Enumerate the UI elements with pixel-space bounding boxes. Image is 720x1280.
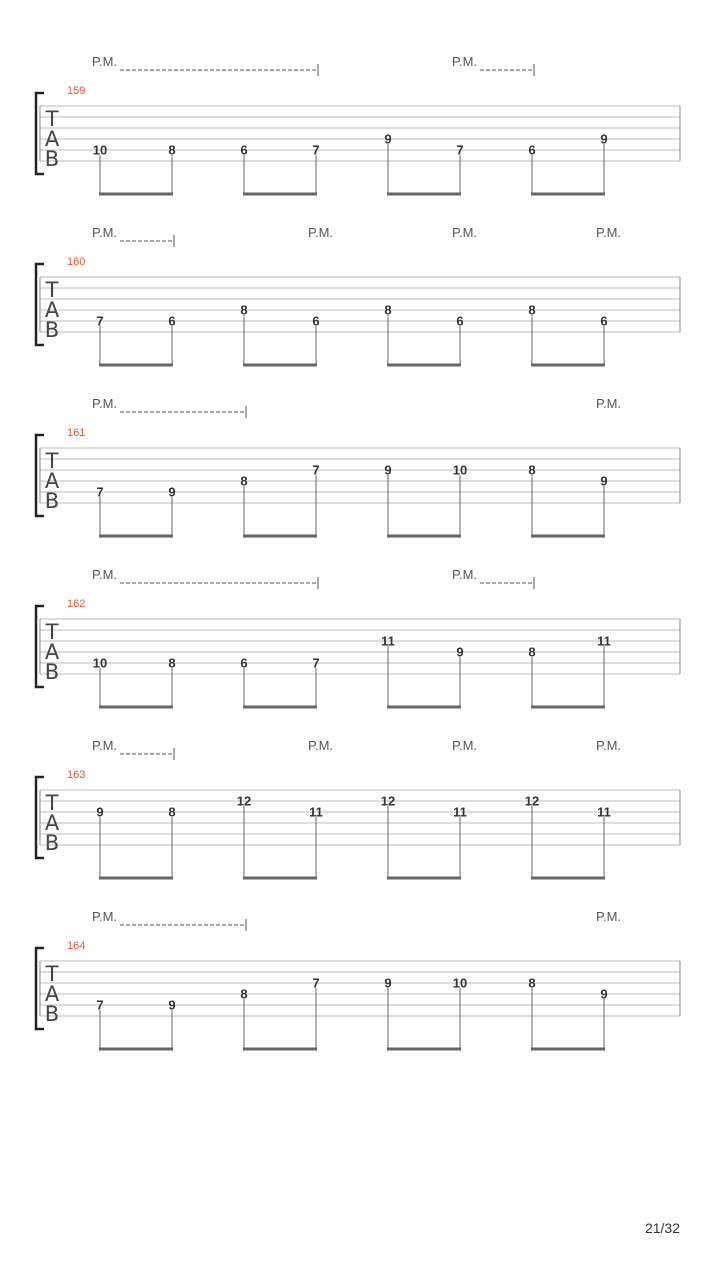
palm-mute-label: P.M. — [92, 567, 118, 582]
tab-letter-a: A — [44, 127, 60, 151]
palm-mute-label: P.M. — [452, 54, 478, 69]
palm-mute-label: P.M. — [452, 567, 478, 582]
fret-number: 6 — [240, 142, 248, 158]
fret-number: 8 — [240, 302, 248, 318]
fret-number: 8 — [168, 804, 176, 820]
tab-letter-b: B — [44, 831, 60, 855]
fret-number: 9 — [600, 473, 608, 489]
fret-number: 12 — [236, 793, 252, 809]
page-number: 21/32 — [644, 1220, 680, 1236]
fret-number: 7 — [96, 313, 104, 329]
tab-letter-a: A — [44, 982, 60, 1006]
fret-number: 8 — [240, 473, 248, 489]
tab-letter-a: A — [44, 640, 60, 664]
palm-mute-label: P.M. — [596, 909, 622, 924]
fret-number: 6 — [600, 313, 608, 329]
fret-number: 11 — [381, 633, 395, 649]
fret-number: 7 — [96, 997, 104, 1013]
tab-letter-t: T — [45, 962, 59, 986]
fret-number: 8 — [528, 644, 536, 660]
fret-number: 8 — [528, 462, 536, 478]
staff-system-163 — [36, 738, 680, 878]
fret-number: 9 — [384, 975, 392, 991]
tab-letter-t: T — [45, 449, 59, 473]
measure-number: 160 — [67, 256, 86, 268]
fret-number: 9 — [168, 484, 176, 500]
tab-letter-b: B — [44, 147, 60, 171]
fret-number: 10 — [92, 655, 108, 671]
palm-mute-label: P.M. — [596, 225, 622, 240]
fret-number: 10 — [452, 975, 468, 991]
tab-letter-t: T — [45, 620, 59, 644]
measure-number: 162 — [67, 598, 86, 610]
fret-number: 6 — [240, 655, 248, 671]
fret-number: 8 — [384, 302, 392, 318]
fret-number: 11 — [597, 633, 611, 649]
fret-number: 7 — [312, 975, 320, 991]
fret-number: 9 — [600, 986, 608, 1002]
tab-letter-t: T — [45, 791, 59, 815]
tab-letter-a: A — [44, 298, 60, 322]
fret-number: 8 — [168, 655, 176, 671]
fret-number: 10 — [452, 462, 468, 478]
staff-system-161 — [36, 396, 680, 536]
fret-number: 10 — [92, 142, 108, 158]
fret-number: 11 — [453, 804, 467, 820]
palm-mute-label: P.M. — [308, 738, 334, 753]
tab-letter-a: A — [44, 469, 60, 493]
palm-mute-label: P.M. — [596, 738, 622, 753]
measure-number: 164 — [67, 940, 86, 952]
fret-number: 12 — [380, 793, 396, 809]
fret-number: 8 — [528, 975, 536, 991]
palm-mute-label: P.M. — [452, 738, 478, 753]
fret-number: 6 — [528, 142, 536, 158]
tab-letter-b: B — [44, 489, 60, 513]
tab-letter-t: T — [45, 278, 59, 302]
fret-number: 9 — [168, 997, 176, 1013]
fret-number: 12 — [524, 793, 540, 809]
tab-letter-a: A — [44, 811, 60, 835]
fret-number: 9 — [456, 644, 464, 660]
palm-mute-label: P.M. — [452, 225, 478, 240]
staff-system-164 — [36, 909, 680, 1049]
fret-number: 7 — [312, 462, 320, 478]
measure-number: 163 — [67, 769, 86, 781]
staff-system-160 — [36, 225, 680, 365]
tab-letter-b: B — [44, 1002, 60, 1026]
fret-number: 7 — [312, 142, 320, 158]
palm-mute-label: P.M. — [596, 396, 622, 411]
palm-mute-label: P.M. — [92, 225, 118, 240]
tab-letter-t: T — [45, 107, 59, 131]
fret-number: 11 — [309, 804, 323, 820]
fret-number: 9 — [384, 462, 392, 478]
measure-number: 159 — [67, 85, 86, 97]
palm-mute-label: P.M. — [92, 54, 118, 69]
fret-number: 11 — [597, 804, 611, 820]
staff-system-162 — [36, 567, 680, 707]
palm-mute-label: P.M. — [92, 396, 118, 411]
fret-number: 6 — [312, 313, 320, 329]
fret-number: 8 — [240, 986, 248, 1002]
tab-letter-b: B — [44, 660, 60, 684]
fret-number: 7 — [456, 142, 464, 158]
palm-mute-label: P.M. — [92, 738, 118, 753]
staff-system-159 — [36, 54, 680, 194]
fret-number: 9 — [600, 131, 608, 147]
fret-number: 6 — [168, 313, 176, 329]
fret-number: 8 — [168, 142, 176, 158]
fret-number: 9 — [96, 804, 104, 820]
fret-number: 9 — [384, 131, 392, 147]
fret-number: 7 — [96, 484, 104, 500]
measure-number: 161 — [67, 427, 86, 439]
tab-letter-b: B — [44, 318, 60, 342]
fret-number: 8 — [528, 302, 536, 318]
fret-number: 6 — [456, 313, 464, 329]
fret-number: 7 — [312, 655, 320, 671]
palm-mute-label: P.M. — [92, 909, 118, 924]
palm-mute-label: P.M. — [308, 225, 334, 240]
